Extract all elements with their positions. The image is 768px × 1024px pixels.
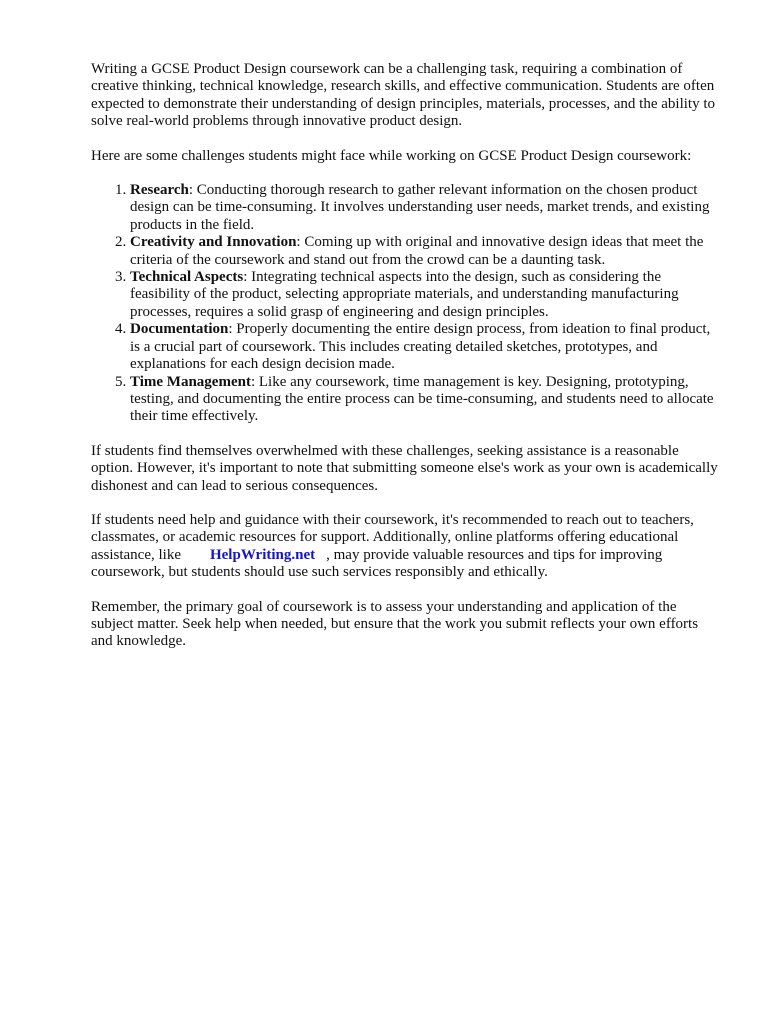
document-page (91, 61, 721, 668)
intro-paragraph: Writing a GCSE Product Design coursework can be a challenging task, requiring a combination of creative thinking, technical knowledge, research skills, and effective communication. Students are often expected to demonstrate their understanding of design principles, materials, processes, and the ability to solve real-world problems through innovative product design. (91, 61, 715, 130)
challenge-text: : Properly documenting the entire design process, from ideation to final product, is a crucial part of coursework. This includes creating detailed sketches, prototypes, and explanations for each design decision made. (130, 321, 711, 373)
challenge-term: Time Management (130, 373, 251, 390)
challenge-term: Technical Aspects (130, 269, 244, 286)
help-text-before: If students need help and guidance with their coursework, it's recommended to reach out to teachers, classmates, or academic resources for support. Additionally, online platforms offering educational assistance, like (91, 511, 694, 563)
challenges-list (91, 182, 721, 426)
challenge-term: Creativity and Innovation (130, 234, 297, 251)
challenge-item-time-management (130, 374, 721, 426)
challenge-item-research (130, 182, 721, 234)
challenge-text: : Like any coursework, time management is key. Designing, prototyping, testing, and documenting the entire process can be time-consuming, and students need to allocate their time effectively. (130, 373, 714, 425)
challenge-term: Documentation (130, 321, 229, 338)
challenge-term: Research (130, 182, 189, 199)
help-paragraph (91, 512, 721, 582)
challenges-intro-paragraph: Here are some challenges students might face while working on GCSE Product Design coursework: (91, 147, 692, 164)
challenge-item-creativity (130, 234, 721, 269)
challenge-text: : Integrating technical aspects into the design, such as considering the feasibility of the product, selecting appropriate materials, and understanding manufacturing processes, requires a solid grasp of engineering and design principles. (130, 269, 679, 320)
help-text-after: , may provide valuable resources and tips for improving coursework, but students should use such services responsibly and ethically. (91, 546, 663, 581)
helpwriting-link[interactable]: HelpWriting.net (209, 546, 316, 563)
challenge-item-technical (130, 269, 721, 321)
challenge-item-documentation (130, 321, 721, 373)
challenge-text: : Conducting thorough research to gather relevant information on the chosen product design can be time-consuming. It involves understanding user needs, market trends, and existing products in the field. (130, 182, 710, 233)
closing-paragraph: Remember, the primary goal of coursework is to assess your understanding and application of the subject matter. Seek help when needed, but ensure that the work you submit reflects your own efforts and knowledge. (91, 598, 699, 650)
challenge-text: : Coming up with original and innovative design ideas that meet the criteria of the coursework and stand out from the crowd can be a daunting task. (130, 234, 704, 268)
overwhelmed-paragraph: If students find themselves overwhelmed with these challenges, seeking assistance is a reasonable option. However, it's important to note that submitting someone else's work as your own is academically dishonest and can lead to serious consequences. (91, 442, 718, 494)
